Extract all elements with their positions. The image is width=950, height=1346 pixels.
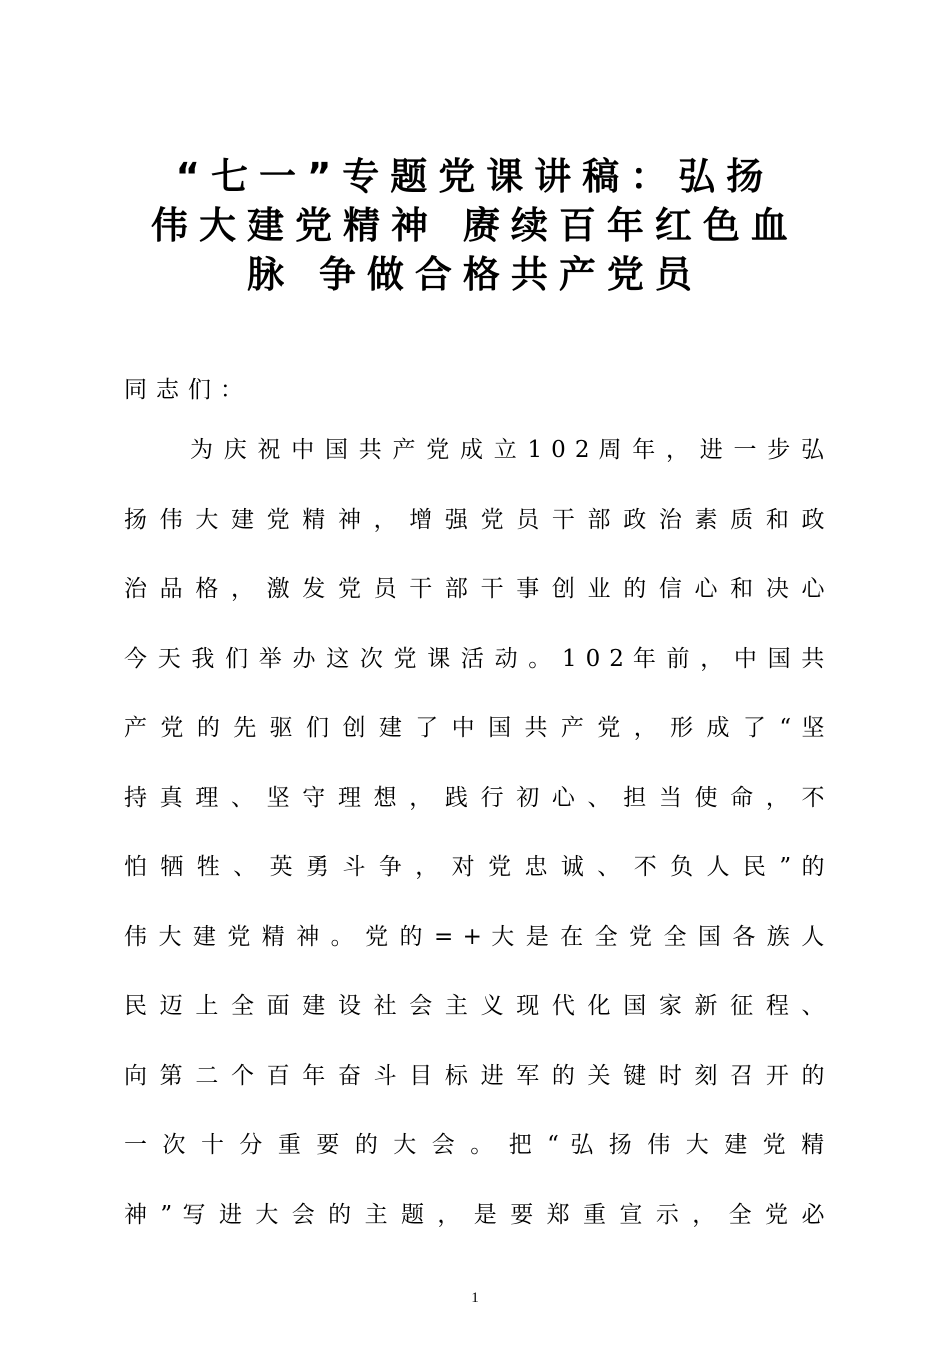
- body-line: 今 天 我 们 举 办 这 次 党 课 活 动 。 1 0 2 年 前 ， 中 国 共: [124, 645, 825, 672]
- title-line-1: “七一”专题党课讲稿：弘扬: [175, 155, 775, 198]
- body-line: 神 ” 写 进 大 会 的 主 题 ， 是 要 郑 重 宣 示 ， 全 党 必: [124, 1201, 825, 1228]
- body-line: 扬 伟 大 建 党 精 神 ， 增 强 党 员 干 部 政 治 素 质 和 政: [124, 506, 825, 533]
- greeting: 同志们：: [124, 377, 252, 403]
- body-line: 产 党 的 先 驱 们 创 建 了 中 国 共 产 党 ， 形 成 了 “ 坚: [124, 715, 825, 741]
- body-line: 民 迈 上 全 面 建 设 社 会 主 义 现 代 化 国 家 新 征 程 、: [124, 993, 825, 1019]
- body-line: 为 庆 祝 中 国 共 产 党 成 立 1 0 2 周 年 ， 进 一 步 弘: [190, 437, 825, 463]
- title-line-2: 伟大建党精神 赓续百年红色血: [151, 204, 799, 247]
- title-line-3: 脉 争做合格共产党员: [247, 253, 703, 296]
- body-line: 持 真 理 、 坚 守 理 想 ， 践 行 初 心 、 担 当 使 命 ， 不: [124, 784, 825, 811]
- page-number: 1: [471, 1290, 479, 1306]
- body-line: 一 次 十 分 重 要 的 大 会 。 把 “ 弘 扬 伟 大 建 党 精: [124, 1132, 825, 1158]
- body-paragraph: [124, 430, 824, 1264]
- body-line: 怕 牺 牲 、 英 勇 斗 争 ， 对 党 忠 诚 、 不 负 人 民 ” 的: [124, 854, 825, 880]
- document-title: [118, 152, 832, 299]
- body-line: 伟 大 建 党 精 神 。 党 的 = + 大 是 在 全 党 全 国 各 族 人: [124, 923, 825, 950]
- body-line: 治 品 格 ， 激 发 党 员 干 部 干 事 创 业 的 信 心 和 决 心: [124, 576, 825, 602]
- body-line: 向 第 二 个 百 年 奋 斗 目 标 进 军 的 关 键 时 刻 召 开 的: [124, 1062, 825, 1089]
